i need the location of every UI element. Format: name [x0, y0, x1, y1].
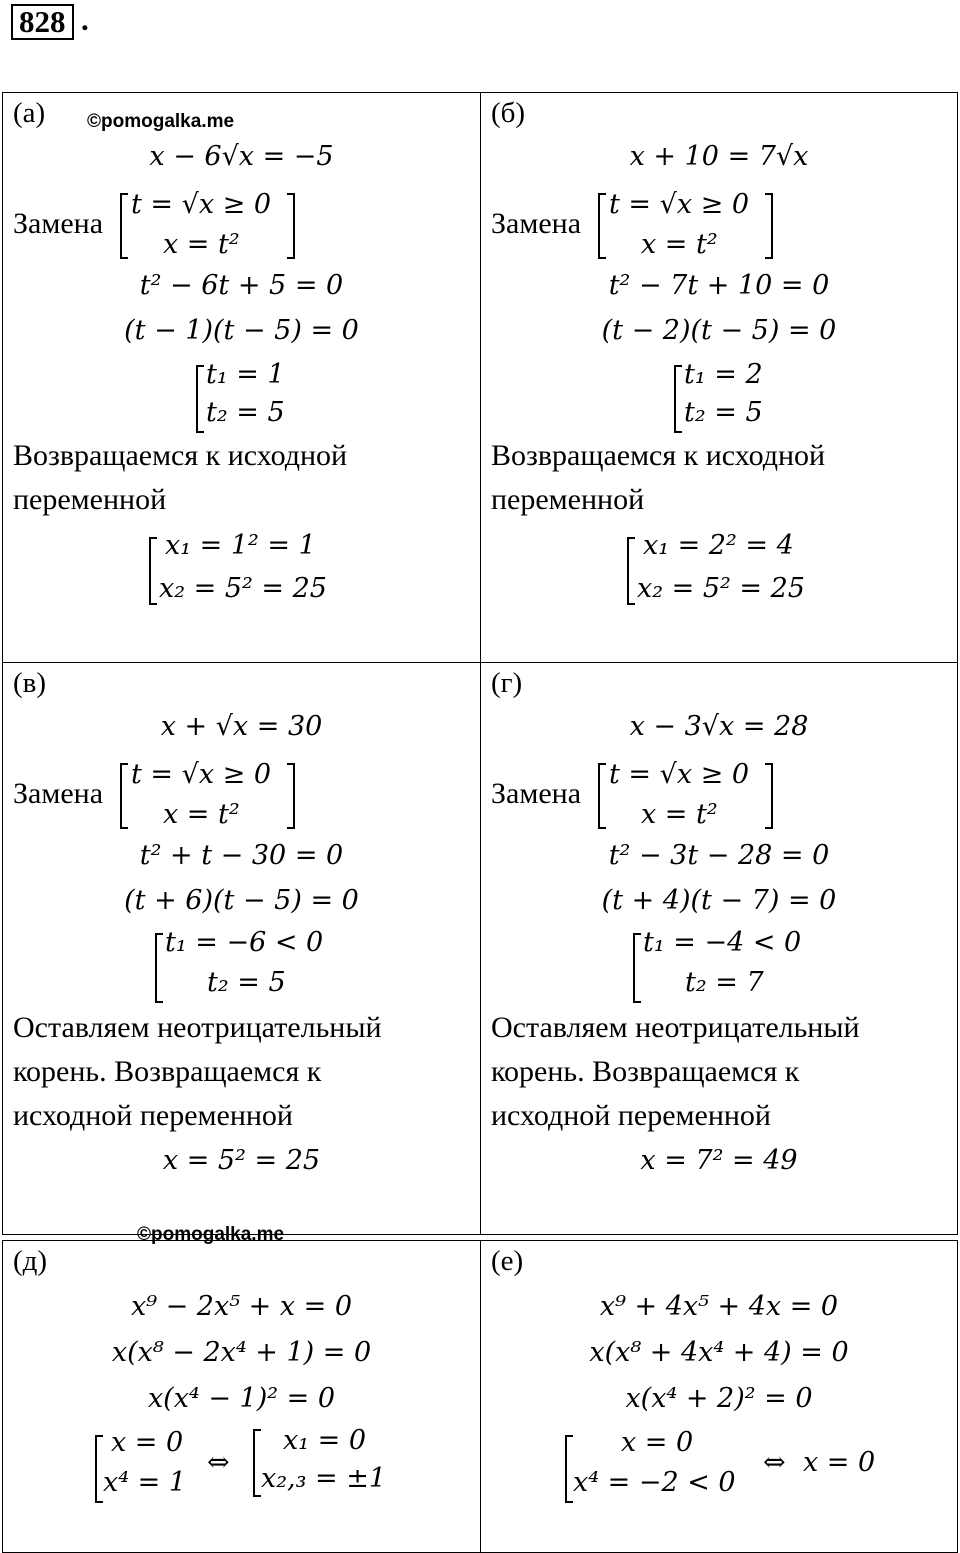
- substitution-label: Замена: [491, 207, 582, 240]
- text-line: корень. Возвращаемся к: [13, 1055, 322, 1088]
- bracket-left: [633, 933, 641, 1003]
- cell-label: (д): [13, 1245, 48, 1277]
- cell-label: (б): [491, 97, 526, 129]
- bracket-right: [765, 763, 773, 829]
- cell-label: (в): [13, 667, 47, 699]
- equation: x⁹ − 2x⁵ + x = 0: [130, 1291, 353, 1322]
- bracket-left: [196, 365, 204, 433]
- cell-g: [480, 663, 958, 1234]
- task-number: 828: [11, 4, 74, 40]
- answer-line: x = 0: [803, 1447, 876, 1478]
- row-3: [2, 1224, 958, 1553]
- equation: x(x⁸ − 2x⁴ + 1) = 0: [111, 1337, 372, 1368]
- cell-d: [2, 1224, 480, 1552]
- text-line: Возвращаемся к исходной: [13, 439, 348, 472]
- equation: x(x⁴ + 2)² = 0: [625, 1383, 813, 1414]
- system-line: x = 0: [111, 1427, 184, 1458]
- bracket-left: [120, 763, 128, 829]
- substitution-line: t = √x ≥ 0: [609, 189, 750, 220]
- answer-line: x₂ = 5² = 25: [159, 573, 327, 604]
- text-line: Возвращаемся к исходной: [491, 439, 826, 472]
- bracket-left: [149, 537, 157, 605]
- text-line: исходной переменной: [491, 1099, 771, 1132]
- text-line: исходной переменной: [13, 1099, 293, 1132]
- equation: x(x⁸ + 4x⁴ + 4) = 0: [589, 1337, 849, 1368]
- substitution-label: Замена: [491, 777, 582, 810]
- equation: t² − 7t + 10 = 0: [608, 270, 830, 301]
- substitution-line: t = √x ≥ 0: [131, 759, 272, 790]
- bracket-right: [765, 193, 773, 259]
- solution-grid: [2, 92, 958, 1553]
- cell-label: (г): [491, 667, 523, 699]
- equation: (t − 1)(t − 5) = 0: [124, 315, 359, 346]
- cell-a: [2, 93, 480, 662]
- equivalence-symbol: ⇔: [763, 1447, 786, 1478]
- root-line: t₂ = 7: [685, 967, 764, 998]
- bracket-left: [627, 537, 635, 605]
- substitution-line: x = t²: [163, 799, 240, 830]
- root-line: t₁ = 2: [684, 359, 763, 390]
- root-line: t₂ = 5: [207, 967, 286, 998]
- task-number-dot: .: [81, 2, 89, 37]
- bracket-left: [565, 1435, 573, 1503]
- equation: x + 10 = 7√x: [629, 141, 809, 172]
- bracket-left: [598, 763, 606, 829]
- equivalence-symbol: ⇔: [207, 1447, 230, 1478]
- cell-label: (е): [491, 1245, 524, 1277]
- equation: t² − 6t + 5 = 0: [139, 270, 344, 301]
- text-line: переменной: [491, 483, 645, 516]
- bracket-left: [95, 1435, 103, 1503]
- bracket-right: [287, 763, 295, 829]
- system-line: x₂,₃ = ±1: [261, 1463, 387, 1494]
- root-line: t₂ = 5: [684, 397, 763, 428]
- equation: t² − 3t − 28 = 0: [608, 840, 830, 871]
- substitution-line: x = t²: [641, 229, 718, 260]
- substitution-label: Замена: [13, 207, 104, 240]
- watermark: ©pomogalka.me: [87, 111, 235, 132]
- equation: x⁹ + 4x⁵ + 4x = 0: [599, 1291, 839, 1322]
- root-line: t₁ = −6 < 0: [165, 927, 324, 958]
- bracket-left: [120, 193, 128, 259]
- system-line: x = 0: [621, 1427, 694, 1458]
- text-line: Оставляем неотрицательный: [491, 1011, 860, 1044]
- equation: (t − 2)(t − 5) = 0: [601, 315, 837, 346]
- substitution-line: x = t²: [163, 229, 240, 260]
- text-line: корень. Возвращаемся к: [491, 1055, 800, 1088]
- equation: (t + 4)(t − 7) = 0: [601, 885, 837, 916]
- row-1: [2, 92, 958, 663]
- bracket-left: [598, 193, 606, 259]
- bracket-right: [287, 193, 295, 259]
- answer-line: x₁ = 2² = 4: [643, 530, 794, 561]
- cell-v: [2, 663, 480, 1234]
- substitution-line: x = t²: [641, 799, 718, 830]
- equation: x + √x = 30: [160, 711, 323, 742]
- bracket-left: [155, 933, 163, 1003]
- cell-e: [480, 1241, 958, 1552]
- root-line: t₂ = 5: [206, 397, 285, 428]
- answer-line: x = 7² = 49: [640, 1145, 798, 1176]
- cell-label: (а): [13, 97, 46, 129]
- answer-line: x = 5² = 25: [162, 1145, 321, 1176]
- bracket-left: [253, 1429, 261, 1497]
- root-line: t₁ = 1: [206, 359, 285, 390]
- substitution-line: t = √x ≥ 0: [131, 189, 272, 220]
- equation: x − 6√x = −5: [149, 141, 334, 172]
- answer-line: x₁ = 1² = 1: [165, 530, 316, 561]
- watermark: ©pomogalka.me: [137, 1224, 285, 1245]
- answer-line: x₂ = 5² = 25: [637, 573, 805, 604]
- text-line: Оставляем неотрицательный: [13, 1011, 382, 1044]
- row-2: [2, 663, 958, 1235]
- system-line: x₁ = 0: [283, 1425, 367, 1456]
- substitution-label: Замена: [13, 777, 104, 810]
- bracket-left: [674, 365, 682, 433]
- equation: t² + t − 30 = 0: [139, 840, 344, 871]
- root-line: t₁ = −4 < 0: [643, 927, 802, 958]
- substitution-line: t = √x ≥ 0: [609, 759, 750, 790]
- cell-b: [480, 93, 958, 662]
- text-line: переменной: [13, 483, 167, 516]
- system-line: x⁴ = −2 < 0: [573, 1467, 736, 1498]
- equation: x(x⁴ − 1)² = 0: [147, 1383, 336, 1414]
- equation: x − 3√x = 28: [629, 711, 809, 742]
- equation: (t + 6)(t − 5) = 0: [124, 885, 359, 916]
- system-line: x⁴ = 1: [103, 1467, 187, 1498]
